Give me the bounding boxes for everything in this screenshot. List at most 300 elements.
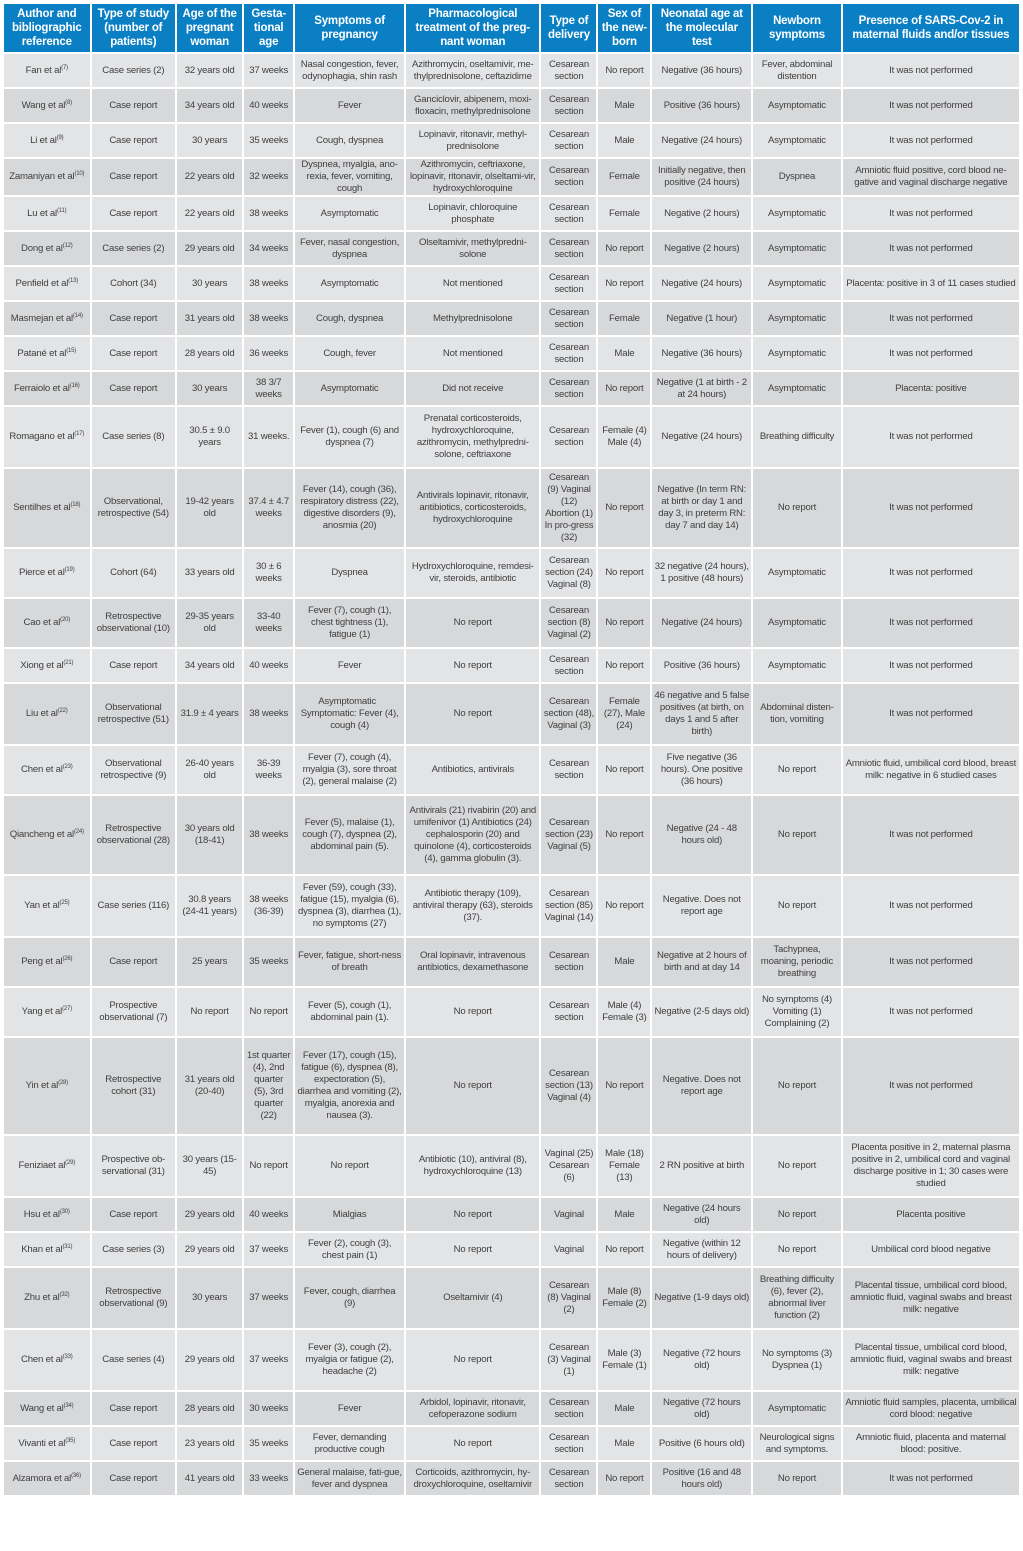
cell-gestational-age: [244, 124, 293, 157]
cell-gestational-age-text: 38 weeks: [249, 277, 289, 289]
cell-age: [177, 684, 242, 744]
cell-delivery: [541, 197, 596, 230]
cell-sex-text: Male (18) Female (13): [605, 1148, 644, 1183]
cell-newborn-symptoms: [753, 938, 841, 986]
cell-age-text: 29 years old: [184, 1208, 235, 1220]
cell-study-type-text: Case report: [109, 171, 158, 182]
cell-presence: [843, 1136, 1019, 1196]
cell-newborn-symptoms-text: No report: [777, 829, 817, 840]
cell-age: [177, 159, 242, 195]
cell-symptoms: [295, 1268, 404, 1328]
cell-delivery-text: Cesarean section: [548, 341, 589, 365]
cell-sex-text: No report: [605, 617, 644, 628]
cell-sex: [598, 1427, 650, 1460]
cell-presence: [843, 1268, 1019, 1328]
cell-study-type: [92, 159, 176, 195]
cell-newborn-symptoms: [753, 649, 841, 682]
cell-author: [4, 684, 90, 744]
cell-newborn-symptoms-text: Neurological signs and symptoms.: [759, 1431, 835, 1455]
cell-sex-text: No report: [605, 829, 644, 840]
cell-test-age: [652, 988, 751, 1036]
cell-newborn-symptoms-text: Asymptomatic: [768, 617, 826, 628]
cell-treatment: [406, 1233, 539, 1266]
cell-sex: [598, 469, 650, 547]
cell-age-text: 22 years old: [184, 171, 235, 182]
reference-number: (24): [73, 828, 84, 835]
cell-test-age-text: Negative (2 hours): [664, 242, 740, 254]
cell-age-text: 30 years (15-45): [182, 1154, 237, 1177]
cell-treatment-text: Lopinavir, chloroquine phosphate: [428, 201, 518, 225]
cell-symptoms: [295, 876, 404, 936]
cell-presence: [843, 876, 1019, 936]
cell-study-type: [92, 549, 176, 597]
cell-test-age-text: Initially negative, then positive (24 hours): [658, 165, 746, 188]
cell-study-type: [92, 649, 176, 682]
cell-test-age-text: Negative (24 hours old): [663, 1202, 741, 1226]
cell-newborn-symptoms-text: No report: [777, 502, 817, 513]
header-presence: Presence of SARS-Cov-2 in maternal fluids and/or tissues: [843, 4, 1019, 52]
cell-gestational-age: [244, 796, 293, 874]
cell-treatment: [406, 684, 539, 744]
cell-sex-text: No report: [605, 1080, 644, 1091]
cell-study-type-text: Retrospective cohort (31): [105, 1074, 162, 1097]
cell-gestational-age: [244, 876, 293, 936]
cell-age: [177, 1136, 242, 1196]
cell-symptoms: [295, 938, 404, 986]
cell-age-text: 31 years old (20-40): [184, 1074, 235, 1097]
cell-newborn-symptoms-text: Dyspnea: [778, 171, 816, 182]
cell-author: [4, 746, 90, 794]
cell-study-type: [92, 684, 176, 744]
header-symptoms: Symptoms of pregnancy: [295, 4, 404, 52]
reference-number: (12): [62, 242, 73, 249]
table-row: [4, 1198, 1019, 1231]
table-row: [4, 1268, 1019, 1328]
cell-sex-text: Female: [609, 171, 640, 182]
cell-study-type-text: Case series (116): [97, 900, 170, 911]
cell-presence-text: It was not performed: [889, 134, 973, 146]
cell-test-age: [652, 302, 751, 335]
cell-delivery-text: Cesarean section (85) Vaginal (14): [544, 888, 594, 923]
cell-sex: [598, 232, 650, 265]
cell-age: [177, 746, 242, 794]
cell-age-text: 26-40 years old: [185, 758, 234, 781]
cell-symptoms: [295, 89, 404, 122]
reference-number: (18): [70, 501, 81, 508]
cell-study-type: [92, 938, 176, 986]
cell-gestational-age-text: 38 weeks: [249, 829, 289, 840]
cell-sex: [598, 938, 650, 986]
cell-delivery-text: Cesarean (3) Vaginal (1): [547, 1342, 591, 1377]
table-row: [4, 54, 1019, 87]
cell-presence-text: It was not performed: [889, 956, 973, 967]
cell-treatment-text: No report: [453, 1006, 492, 1017]
cell-gestational-age: [244, 267, 293, 300]
cell-symptoms-text: General malaise, fati-gue, fever and dyspnea: [297, 1466, 402, 1490]
cell-presence-text: It was not performed: [889, 64, 973, 76]
cell-delivery-text: Cesarean section: [548, 758, 589, 781]
cell-sex-text: Female: [609, 207, 640, 219]
cell-presence: [843, 89, 1019, 122]
cell-sex: [598, 197, 650, 230]
cell-author-text: Feniziaet al: [18, 1160, 66, 1171]
cell-author-text: Vivanti et al: [18, 1437, 66, 1449]
cell-gestational-age-text: 33 weeks: [249, 1472, 289, 1484]
cell-test-age: [652, 1038, 751, 1134]
cell-delivery: [541, 337, 596, 370]
table-row: [4, 337, 1019, 370]
cell-symptoms: [295, 197, 404, 230]
cell-author-text: Ferraiolo et al: [14, 382, 70, 394]
cell-sex-text: No report: [605, 502, 644, 513]
cell-newborn-symptoms: [753, 684, 841, 744]
cell-newborn-symptoms: [753, 469, 841, 547]
cell-treatment-text: Arbidol, lopinavir, ritonavir, cefoperazone sodium: [419, 1396, 526, 1420]
cell-age-text: No report: [190, 1006, 229, 1017]
cell-presence-text: It was not performed: [889, 1472, 973, 1484]
cell-sex: [598, 267, 650, 300]
cell-treatment-text: Hydroxychloroquine, remdesi-vir, steroids, antibiotic: [411, 561, 534, 584]
cell-gestational-age: [244, 1392, 293, 1425]
reference-number: (11): [56, 207, 67, 214]
cell-gestational-age: [244, 684, 293, 744]
cell-author: [4, 1136, 90, 1196]
cell-age-text: 30 years: [192, 1292, 228, 1303]
cell-gestational-age: [244, 1038, 293, 1134]
cell-presence-text: Placental tissue, umbilical cord blood, amniotic fluid, vaginal swabs and breast milk: negative: [850, 1280, 1012, 1315]
cell-gestational-age-text: No report: [249, 1006, 288, 1017]
cell-gestational-age-text: 30 weeks: [249, 1402, 289, 1414]
cell-treatment: [406, 649, 539, 682]
cell-presence: [843, 124, 1019, 157]
cell-test-age-text: Negative (24 hours): [661, 134, 743, 146]
reference-number: (26): [62, 955, 73, 962]
cell-age-text: 30 years: [192, 277, 228, 289]
cell-author: [4, 938, 90, 986]
cell-delivery-text: Cesarean section: [548, 306, 589, 330]
cell-gestational-age: [244, 372, 293, 405]
cell-author-text: Hsu et al: [23, 1208, 60, 1220]
cell-treatment: [406, 938, 539, 986]
cell-newborn-symptoms: [753, 337, 841, 370]
cell-newborn-symptoms: [753, 267, 841, 300]
cell-delivery-text: Cesarean section: [548, 1396, 589, 1420]
cell-gestational-age-text: 35 weeks: [249, 1437, 289, 1449]
cell-delivery: [541, 988, 596, 1036]
cell-newborn-symptoms: [753, 876, 841, 936]
cell-treatment: [406, 407, 539, 467]
cell-sex-text: Male (8) Female (2): [602, 1286, 647, 1309]
cell-presence-text: It was not performed: [889, 617, 973, 628]
cell-gestational-age: [244, 407, 293, 467]
cell-test-age-text: Negative (36 hours): [661, 347, 743, 359]
cell-delivery-text: Vaginal (25) Cesarean (6): [544, 1148, 594, 1183]
cell-author-text: Peng et al: [21, 956, 63, 967]
cell-author: [4, 649, 90, 682]
cell-study-type-text: Retrospective observational (10): [96, 611, 170, 634]
cell-study-type: [92, 372, 176, 405]
cell-age-text: 28 years old: [184, 347, 235, 359]
cell-study-type: [92, 302, 176, 335]
cell-age: [177, 988, 242, 1036]
cell-newborn-symptoms-text: No report: [777, 1080, 817, 1091]
cell-symptoms-text: Cough, dyspnea: [316, 312, 384, 324]
cell-newborn-symptoms-text: No report: [777, 1243, 817, 1255]
cell-symptoms-text: Fever (7), cough (4), myalgia (3), sore throat (2), general malaise (2): [302, 752, 397, 787]
cell-delivery: [541, 684, 596, 744]
cell-gestational-age-text: 38 3/7 weeks: [255, 376, 282, 400]
cell-test-age: [652, 1233, 751, 1266]
cell-test-age-text: Negative (1-9 days old): [654, 1292, 750, 1303]
cell-author: [4, 876, 90, 936]
cell-treatment: [406, 1038, 539, 1134]
cell-age-text: 32 years old: [184, 64, 235, 76]
cell-symptoms-text: Asymptomatic Symptomatic: Fever (4), cough (4): [300, 696, 399, 731]
cell-test-age: [652, 1427, 751, 1460]
header-newborn-symptoms: Newborn symptoms: [753, 4, 841, 52]
cell-test-age: [652, 599, 751, 647]
cell-presence-text: It was not performed: [889, 829, 973, 840]
cell-study-type-text: Case report: [109, 347, 158, 359]
cell-study-type-text: Prospective ob-servational (31): [101, 1154, 166, 1177]
cell-author: [4, 337, 90, 370]
cell-study-type-text: Case report: [109, 382, 158, 394]
cell-delivery: [541, 1038, 596, 1134]
cell-study-type: [92, 1268, 176, 1328]
table-body: [4, 54, 1019, 1495]
cell-delivery-text: Cesarean section: [548, 58, 589, 82]
cell-symptoms-text: No report: [330, 1160, 369, 1171]
cell-test-age: [652, 649, 751, 682]
header-delivery: Type of delivery: [541, 4, 596, 52]
cell-gestational-age: [244, 988, 293, 1036]
table-row: [4, 232, 1019, 265]
cell-delivery-text: Cesarean section (48), Vaginal (3): [543, 696, 595, 731]
cell-sex-text: No report: [605, 659, 644, 671]
cell-gestational-age-text: 37 weeks: [249, 1243, 289, 1255]
cell-delivery: [541, 407, 596, 467]
cell-author-text: Chen et al: [20, 764, 63, 775]
cell-symptoms-text: Asymptomatic: [320, 277, 379, 289]
cell-symptoms: [295, 684, 404, 744]
cell-treatment: [406, 1392, 539, 1425]
cell-symptoms-text: Dyspnea: [331, 567, 368, 578]
cell-delivery: [541, 469, 596, 547]
cell-newborn-symptoms: [753, 1392, 841, 1425]
cell-author: [4, 549, 90, 597]
reference-number: (7): [61, 64, 68, 71]
cell-age-text: 34 years old: [184, 99, 235, 111]
cell-delivery-text: Cesarean section: [548, 1000, 589, 1023]
cell-symptoms: [295, 469, 404, 547]
cell-study-type-text: Case report: [109, 312, 158, 324]
cell-gestational-age: [244, 599, 293, 647]
table-row: [4, 876, 1019, 936]
header-gestational-age: Gesta-tional age: [244, 4, 293, 52]
cell-treatment: [406, 302, 539, 335]
cell-study-type: [92, 124, 176, 157]
cell-newborn-symptoms-text: No symptoms (3) Dyspnea (1): [761, 1348, 832, 1371]
cell-test-age-text: Negative (within 12 hours of delivery): [662, 1237, 741, 1261]
cell-age: [177, 1330, 242, 1390]
cell-sex-text: Female (4) Male (4): [602, 425, 647, 448]
reference-number: (35): [65, 1437, 76, 1444]
cell-treatment-text: Not mentioned: [442, 347, 503, 359]
cell-study-type-text: Case series (2): [102, 242, 165, 254]
cell-author-text: Dong et al: [20, 242, 63, 254]
cell-age: [177, 232, 242, 265]
cell-author: [4, 54, 90, 87]
cell-author-text: Khan et al: [21, 1243, 63, 1255]
cell-sex: [598, 302, 650, 335]
cell-delivery: [541, 1268, 596, 1328]
cell-test-age: [652, 1198, 751, 1231]
cell-delivery: [541, 938, 596, 986]
cell-study-type: [92, 876, 176, 936]
cell-treatment: [406, 1136, 539, 1196]
cell-symptoms-text: Fever (59), cough (33), fatigue (15), myalgia (6), dyspnea (3), diarrhea (1), no symptoms (27): [298, 882, 402, 929]
cell-gestational-age-text: 40 weeks: [249, 99, 289, 111]
cell-sex: [598, 1233, 650, 1266]
cell-test-age-text: Negative (In term RN: at birth or day 1 and day 3, in preterm RN: day 7 and day 14): [657, 484, 747, 531]
cell-presence: [843, 407, 1019, 467]
cell-test-age: [652, 89, 751, 122]
cell-treatment-text: No report: [453, 1080, 492, 1091]
cell-newborn-symptoms-text: Asymptomatic: [768, 382, 826, 394]
cell-presence-text: It was not performed: [889, 567, 973, 578]
cell-delivery: [541, 372, 596, 405]
cell-age-text: 33 years old: [184, 567, 235, 578]
cell-author-text: Zamaniyan et al: [9, 171, 75, 182]
cell-presence-text: It was not performed: [889, 708, 973, 719]
cell-delivery-text: Vaginal: [554, 1208, 584, 1220]
cell-age: [177, 337, 242, 370]
table-row: [4, 796, 1019, 874]
table-row: [4, 124, 1019, 157]
cell-author-text: Qiancheng et al: [9, 829, 74, 840]
cell-gestational-age: [244, 1198, 293, 1231]
cell-study-type-text: Retrospective observational (9): [99, 1286, 168, 1309]
cell-newborn-symptoms-text: Abdominal disten-tion, vomiting: [760, 702, 834, 725]
cell-gestational-age: [244, 302, 293, 335]
cell-newborn-symptoms: [753, 1233, 841, 1266]
cell-sex: [598, 876, 650, 936]
cell-test-age-text: Negative (24 hours): [661, 617, 743, 628]
cell-presence: [843, 232, 1019, 265]
reference-number: (27): [62, 1005, 72, 1012]
cell-newborn-symptoms-text: Breathing difficulty: [759, 431, 835, 442]
cell-age-text: 34 years old: [184, 659, 235, 671]
cell-newborn-symptoms: [753, 1268, 841, 1328]
cell-age: [177, 1198, 242, 1231]
reference-number: (14): [72, 312, 83, 319]
cell-delivery-text: Cesarean section: [548, 1431, 589, 1455]
reference-number: (19): [64, 566, 75, 573]
cell-test-age: [652, 684, 751, 744]
cell-study-type: [92, 407, 176, 467]
cell-age: [177, 549, 242, 597]
cell-study-type-text: Case series (4): [102, 1354, 165, 1365]
cell-gestational-age-text: 38 weeks: [249, 207, 289, 219]
cell-gestational-age: [244, 1268, 293, 1328]
cell-author-text: Liu et al: [25, 708, 58, 719]
cell-age-text: 22 years old: [184, 207, 235, 219]
cell-sex-text: No report: [605, 242, 644, 254]
cell-age-text: 30.5 ± 9.0 years: [189, 425, 230, 448]
cell-treatment: [406, 1427, 539, 1460]
cell-presence: [843, 1392, 1019, 1425]
cell-newborn-symptoms-text: Asymptomatic: [768, 1402, 826, 1414]
cell-treatment-text: Lopinavir, ritonavir, methyl-prednisolone: [418, 128, 527, 152]
cell-age: [177, 1268, 242, 1328]
cell-treatment-text: Antivirals lopinavir, ritonavir, antibiotics, corticosteroids, hydroxychloroquine: [416, 490, 529, 525]
cell-test-age: [652, 938, 751, 986]
table-row: [4, 938, 1019, 986]
cell-test-age-text: Positive (6 hours old): [658, 1437, 745, 1449]
cell-age: [177, 54, 242, 87]
cell-author: [4, 197, 90, 230]
cell-presence: [843, 469, 1019, 547]
cell-treatment-text: No report: [453, 1243, 492, 1255]
cell-study-type-text: Case report: [109, 1437, 158, 1449]
cell-presence: [843, 197, 1019, 230]
cell-gestational-age: [244, 1136, 293, 1196]
cell-author: [4, 1038, 90, 1134]
cell-gestational-age-text: 38 weeks (36-39): [249, 894, 289, 917]
cell-treatment-text: No report: [453, 1354, 492, 1365]
cell-treatment: [406, 89, 539, 122]
table-row: [4, 159, 1019, 195]
cell-treatment: [406, 876, 539, 936]
cell-age-text: 25 years: [192, 956, 228, 967]
cell-test-age-text: Negative (1 at birth - 2 at 24 hours): [656, 376, 747, 400]
cell-symptoms: [295, 302, 404, 335]
cell-author: [4, 124, 90, 157]
cell-treatment: [406, 1330, 539, 1390]
cell-delivery: [541, 649, 596, 682]
cell-newborn-symptoms-text: No report: [777, 1472, 817, 1484]
cell-treatment: [406, 159, 539, 195]
cell-delivery-text: Cesarean section (13) Vaginal (4): [545, 1068, 593, 1103]
cell-symptoms-text: Fever (14), cough (36), respiratory distress (22), digestive disorders (9), anosmia (20): [300, 484, 399, 531]
cell-newborn-symptoms: [753, 1330, 841, 1390]
reference-number: (36): [71, 1472, 81, 1479]
cell-gestational-age-text: 38 weeks: [249, 708, 289, 719]
cell-presence: [843, 938, 1019, 986]
table-row: [4, 1136, 1019, 1196]
cell-delivery-text: Cesarean section: [548, 93, 589, 117]
cell-test-age: [652, 54, 751, 87]
table-row: [4, 1038, 1019, 1134]
reference-number: (25): [59, 899, 70, 906]
cell-treatment: [406, 469, 539, 547]
cell-test-age: [652, 876, 751, 936]
cell-delivery: [541, 232, 596, 265]
cell-symptoms: [295, 1330, 404, 1390]
cell-age-text: 23 years old: [184, 1437, 235, 1449]
cell-age: [177, 1462, 242, 1495]
table-row: [4, 267, 1019, 300]
cell-author-text: Alzamora et al: [12, 1472, 72, 1484]
cell-newborn-symptoms-text: No report: [777, 900, 817, 911]
cell-newborn-symptoms: [753, 796, 841, 874]
cell-test-age-text: Negative. Does not report age: [662, 1074, 741, 1097]
cell-delivery: [541, 1427, 596, 1460]
cell-sex: [598, 337, 650, 370]
reference-number: (22): [57, 707, 68, 714]
cell-symptoms-text: Fever, nasal congestion, dyspnea: [299, 236, 400, 260]
cell-treatment: [406, 197, 539, 230]
